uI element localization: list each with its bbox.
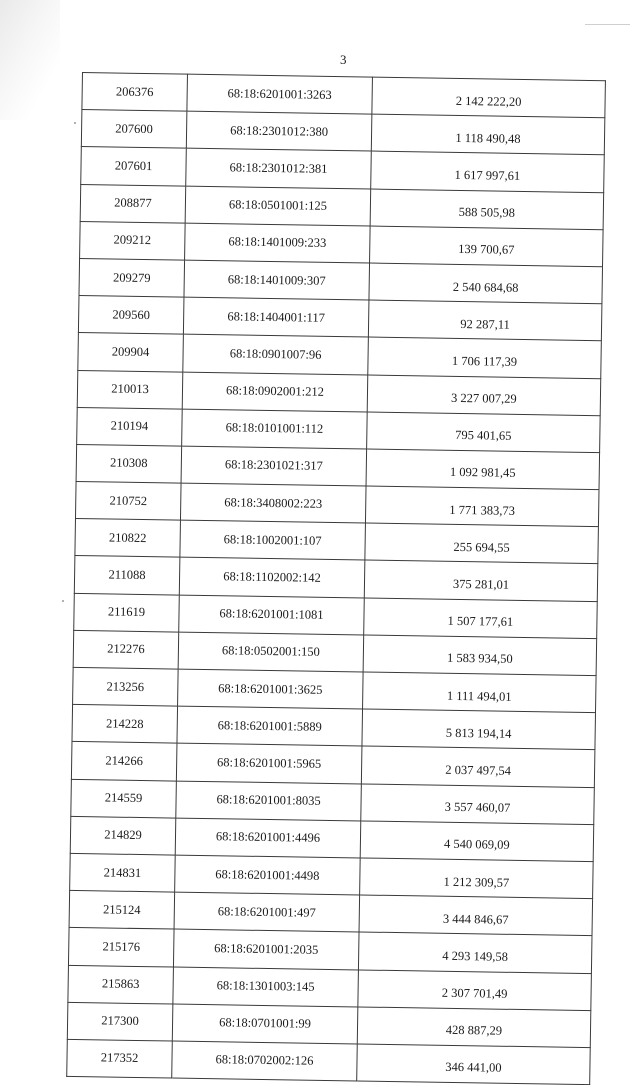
cadastral-number-cell: 68:18:6201001:4496 [175,818,361,858]
cadastral-number-cell: 68:18:6201001:4498 [175,855,361,895]
cadastral-number-cell: 68:18:1301003:145 [173,967,359,1007]
table-body [67,73,606,1085]
cadastral-number-cell: 68:18:0902001:212 [182,372,368,412]
cadastral-value-cell: 428 887,29 [357,1007,591,1048]
object-id-cell: 211619 [74,593,180,632]
object-id-cell: 210752 [75,482,181,521]
scan-speck [62,600,64,602]
object-id-cell: 211088 [74,556,180,595]
cadastral-value-cell: 1 111 494,01 [363,672,597,713]
object-id-cell: 215863 [68,965,174,1004]
cadastral-number-cell: 68:18:2301012:380 [186,111,372,151]
cadastral-number-cell: 68:18:3408002:223 [180,483,366,523]
cadastral-value-cell: 4 540 069,09 [360,821,594,862]
cadastral-value-cell: 1 507 177,61 [364,598,598,639]
cadastral-value-cell: 3 557 460,07 [361,784,595,825]
object-id-cell: 210308 [76,444,182,483]
object-id-cell: 210194 [77,407,183,446]
object-id-cell: 215124 [69,891,175,930]
cadastral-number-cell: 68:18:0901007:96 [183,334,369,374]
object-id-cell: 210013 [77,370,183,409]
scan-fold-shadow [0,0,60,120]
cadastral-number-cell: 68:18:1002001:107 [180,520,366,560]
cadastral-value-cell: 346 441,00 [357,1044,591,1085]
object-id-cell: 210822 [75,519,181,558]
cadastral-number-cell: 68:18:1401009:233 [185,223,371,263]
cadastral-value-cell: 1 212 309,57 [360,858,594,899]
cadastral-value-cell: 3 444 846,67 [359,895,593,936]
cadastral-number-cell: 68:18:6201001:3625 [178,669,364,709]
object-id-cell: 209904 [78,333,184,372]
cadastral-value-cell: 795 401,65 [367,412,601,453]
cadastral-number-cell: 68:18:1102002:142 [179,558,365,598]
cadastral-number-cell: 68:18:6201001:5889 [177,706,363,746]
scan-speck [74,122,76,124]
object-id-cell: 207601 [81,147,187,186]
cadastral-number-cell: 68:18:0502001:150 [178,632,364,672]
cadastral-value-cell: 139 700,67 [370,226,604,267]
cadastral-value-cell: 5 813 194,14 [362,709,596,750]
cadastral-number-cell: 68:18:1401009:307 [184,260,370,300]
cadastral-number-cell: 68:18:0101001:112 [182,409,368,449]
object-id-cell: 214831 [70,853,176,892]
object-id-cell: 207600 [81,110,187,149]
cadastral-number-cell: 68:18:6201001:2035 [173,929,359,969]
cadastral-number-cell: 68:18:6201001:5965 [176,743,362,783]
cadastral-number-cell: 68:18:6201001:3263 [187,74,373,114]
cadastral-value-cell: 375 281,01 [364,560,598,601]
page-number: 3 [340,52,347,67]
cadastral-value-cell: 588 505,98 [370,189,604,230]
cadastral-value-cell: 1 092 981,45 [366,449,600,490]
scan-edge-line [585,24,630,25]
cadastral-value-cell: 1 583 934,50 [363,635,597,676]
object-id-cell: 214228 [72,705,178,744]
cadastral-value-cell: 1 617 997,61 [371,151,605,192]
object-id-cell: 214266 [71,742,177,781]
object-id-cell: 212276 [73,630,179,669]
cadastral-number-cell: 68:18:2301021:317 [181,446,367,486]
cadastral-number-cell: 68:18:0702002:126 [172,1041,358,1081]
table-row [67,1039,591,1084]
cadastral-number-cell: 68:18:6201001:1081 [179,595,365,635]
cadastral-number-cell: 68:18:2301012:381 [186,149,372,189]
cadastral-number-cell: 68:18:6201001:8035 [176,781,362,821]
cadastral-value-cell: 1 706 117,39 [368,337,602,378]
cadastral-value-cell: 92 287,11 [368,300,602,341]
cadastral-value-cell: 4 293 149,58 [358,932,592,973]
cadastral-number-cell: 68:18:1404001:117 [183,297,369,337]
object-id-cell: 214829 [70,816,176,855]
cadastral-value-cell: 1 771 383,73 [365,486,599,527]
cadastral-value-cell: 2 307 701,49 [358,969,592,1010]
object-id-cell: 206376 [82,73,188,112]
object-id-cell: 209560 [78,296,184,335]
cadastral-value-cell: 1 118 490,48 [371,114,605,155]
cadastral-value-cell: 3 227 007,29 [367,375,601,416]
cadastral-value-cell: 2 037 497,54 [361,746,595,787]
cadastral-number-cell: 68:18:0701001:99 [172,1004,358,1044]
cadastral-value-cell: 2 540 684,68 [369,263,603,304]
object-id-cell: 217352 [67,1039,173,1078]
object-id-cell: 215176 [68,928,174,967]
cadastral-value-table [66,72,602,1085]
cadastral-value-cell: 255 694,55 [365,523,599,564]
cadastral-number-cell: 68:18:0501001:125 [185,186,371,226]
object-id-cell: 213256 [73,667,179,706]
object-id-cell: 209212 [80,221,186,260]
object-id-cell: 209279 [79,258,185,297]
object-id-cell: 208877 [80,184,186,223]
cadastral-value-cell: 2 142 222,20 [372,77,606,118]
object-id-cell: 217300 [67,1002,173,1041]
cadastral-number-cell: 68:18:6201001:497 [174,892,360,932]
object-id-cell: 214559 [71,779,177,818]
